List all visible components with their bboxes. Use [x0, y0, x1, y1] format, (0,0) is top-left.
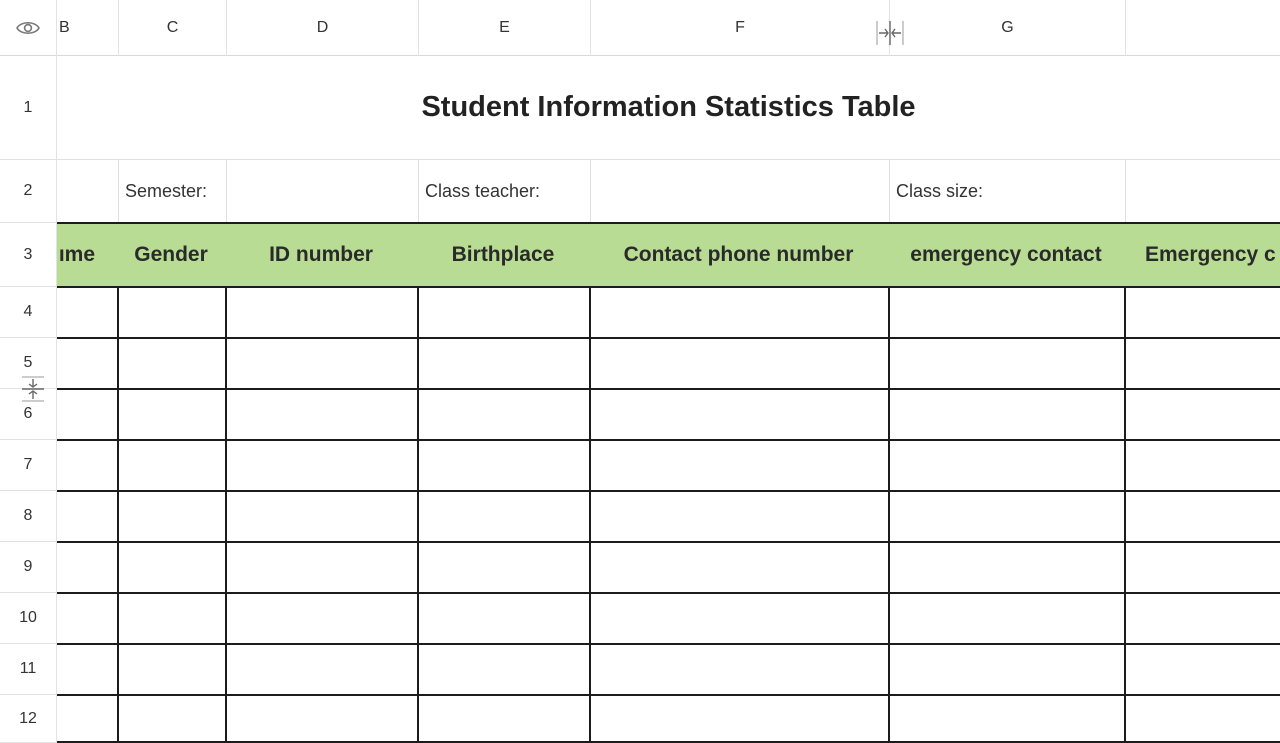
cell-e8[interactable]: [417, 490, 591, 543]
cell-f5[interactable]: [589, 337, 890, 390]
cell-g6[interactable]: [888, 388, 1126, 441]
cell-c9[interactable]: [117, 541, 227, 594]
row-header-6[interactable]: 6: [0, 389, 57, 440]
cell-b2[interactable]: [57, 160, 119, 223]
cell-h6[interactable]: [1124, 388, 1280, 441]
cell-e10[interactable]: [417, 592, 591, 645]
cell-h7[interactable]: [1124, 439, 1280, 492]
cell-c12[interactable]: [117, 694, 227, 743]
cell-f12[interactable]: [589, 694, 890, 743]
cell-g9[interactable]: [888, 541, 1126, 594]
cell-c11[interactable]: [117, 643, 227, 696]
semester-label[interactable]: Semester:: [119, 160, 227, 223]
cell-c7[interactable]: [117, 439, 227, 492]
cell-c5[interactable]: [117, 337, 227, 390]
column-resize-icon[interactable]: [876, 20, 904, 46]
cell-c8[interactable]: [117, 490, 227, 543]
column-header-g[interactable]: G: [890, 0, 1126, 56]
header-id-number[interactable]: ID number: [225, 222, 419, 288]
cell-b4[interactable]: [57, 286, 119, 339]
row-header-8[interactable]: 8: [0, 491, 57, 542]
cell-f11[interactable]: [589, 643, 890, 696]
row-resize-icon[interactable]: [21, 376, 45, 402]
row-header-10[interactable]: 10: [0, 593, 57, 644]
header-birthplace[interactable]: Birthplace: [417, 222, 591, 288]
class-size-label[interactable]: Class size:: [890, 160, 1126, 223]
cell-g8[interactable]: [888, 490, 1126, 543]
class-size-value-cell[interactable]: [1126, 160, 1280, 223]
column-header-h[interactable]: [1126, 0, 1280, 56]
cell-e4[interactable]: [417, 286, 591, 339]
cell-d10[interactable]: [225, 592, 419, 645]
cell-h9[interactable]: [1124, 541, 1280, 594]
cell-f10[interactable]: [589, 592, 890, 645]
column-header-d[interactable]: D: [227, 0, 419, 56]
cell-b5[interactable]: [57, 337, 119, 390]
cell-b11[interactable]: [57, 643, 119, 696]
cell-e7[interactable]: [417, 439, 591, 492]
column-header-c[interactable]: C: [119, 0, 227, 56]
column-header-e[interactable]: E: [419, 0, 591, 56]
cell-g5[interactable]: [888, 337, 1126, 390]
row-header-11[interactable]: 11: [0, 644, 57, 695]
select-all-corner[interactable]: [0, 0, 57, 56]
cell-f8[interactable]: [589, 490, 890, 543]
cell-e5[interactable]: [417, 337, 591, 390]
cell-h5[interactable]: [1124, 337, 1280, 390]
cell-e12[interactable]: [417, 694, 591, 743]
class-teacher-label[interactable]: Class teacher:: [419, 160, 591, 223]
cell-h10[interactable]: [1124, 592, 1280, 645]
row-header-2[interactable]: 2: [0, 160, 57, 223]
cell-c10[interactable]: [117, 592, 227, 645]
cell-b7[interactable]: [57, 439, 119, 492]
cell-d9[interactable]: [225, 541, 419, 594]
cell-d7[interactable]: [225, 439, 419, 492]
cell-f6[interactable]: [589, 388, 890, 441]
header-emergency-contact[interactable]: emergency contact: [888, 222, 1126, 288]
header-gender[interactable]: Gender: [117, 222, 227, 288]
cell-h8[interactable]: [1124, 490, 1280, 543]
header-contact-phone[interactable]: Contact phone number: [589, 222, 890, 288]
cell-d8[interactable]: [225, 490, 419, 543]
cell-g7[interactable]: [888, 439, 1126, 492]
cell-e9[interactable]: [417, 541, 591, 594]
cell-d5[interactable]: [225, 337, 419, 390]
semester-value-cell[interactable]: [227, 160, 419, 223]
cell-g12[interactable]: [888, 694, 1126, 743]
cell-f4[interactable]: [589, 286, 890, 339]
cell-b12[interactable]: [57, 694, 119, 743]
cell-d6[interactable]: [225, 388, 419, 441]
cell-g4[interactable]: [888, 286, 1126, 339]
cell-h4[interactable]: [1124, 286, 1280, 339]
row-header-1[interactable]: 1: [0, 56, 57, 160]
cell-h12[interactable]: [1124, 694, 1280, 743]
class-teacher-value-cell[interactable]: [591, 160, 890, 223]
table-title[interactable]: Student Information Statistics Table: [57, 56, 1280, 160]
row-header-7[interactable]: 7: [0, 440, 57, 491]
cell-d11[interactable]: [225, 643, 419, 696]
cell-f7[interactable]: [589, 439, 890, 492]
cell-e6[interactable]: [417, 388, 591, 441]
cell-b8[interactable]: [57, 490, 119, 543]
cell-b9[interactable]: [57, 541, 119, 594]
cell-g10[interactable]: [888, 592, 1126, 645]
cell-d12[interactable]: [225, 694, 419, 743]
cell-e11[interactable]: [417, 643, 591, 696]
row-header-3[interactable]: 3: [0, 223, 57, 287]
column-header-b[interactable]: B: [57, 0, 119, 56]
header-name[interactable]: ıme: [57, 222, 119, 288]
row-header-5[interactable]: 5: [0, 338, 57, 389]
row-header-9[interactable]: 9: [0, 542, 57, 593]
column-header-f[interactable]: F: [591, 0, 890, 56]
cell-h11[interactable]: [1124, 643, 1280, 696]
row-header-4[interactable]: 4: [0, 287, 57, 338]
cell-g11[interactable]: [888, 643, 1126, 696]
header-emergency-phone[interactable]: Emergency c: [1124, 222, 1280, 288]
row-header-12[interactable]: 12: [0, 695, 57, 743]
cell-d4[interactable]: [225, 286, 419, 339]
eye-icon[interactable]: [15, 19, 41, 37]
cell-b10[interactable]: [57, 592, 119, 645]
cell-c6[interactable]: [117, 388, 227, 441]
cell-b6[interactable]: [57, 388, 119, 441]
cell-f9[interactable]: [589, 541, 890, 594]
cell-c4[interactable]: [117, 286, 227, 339]
